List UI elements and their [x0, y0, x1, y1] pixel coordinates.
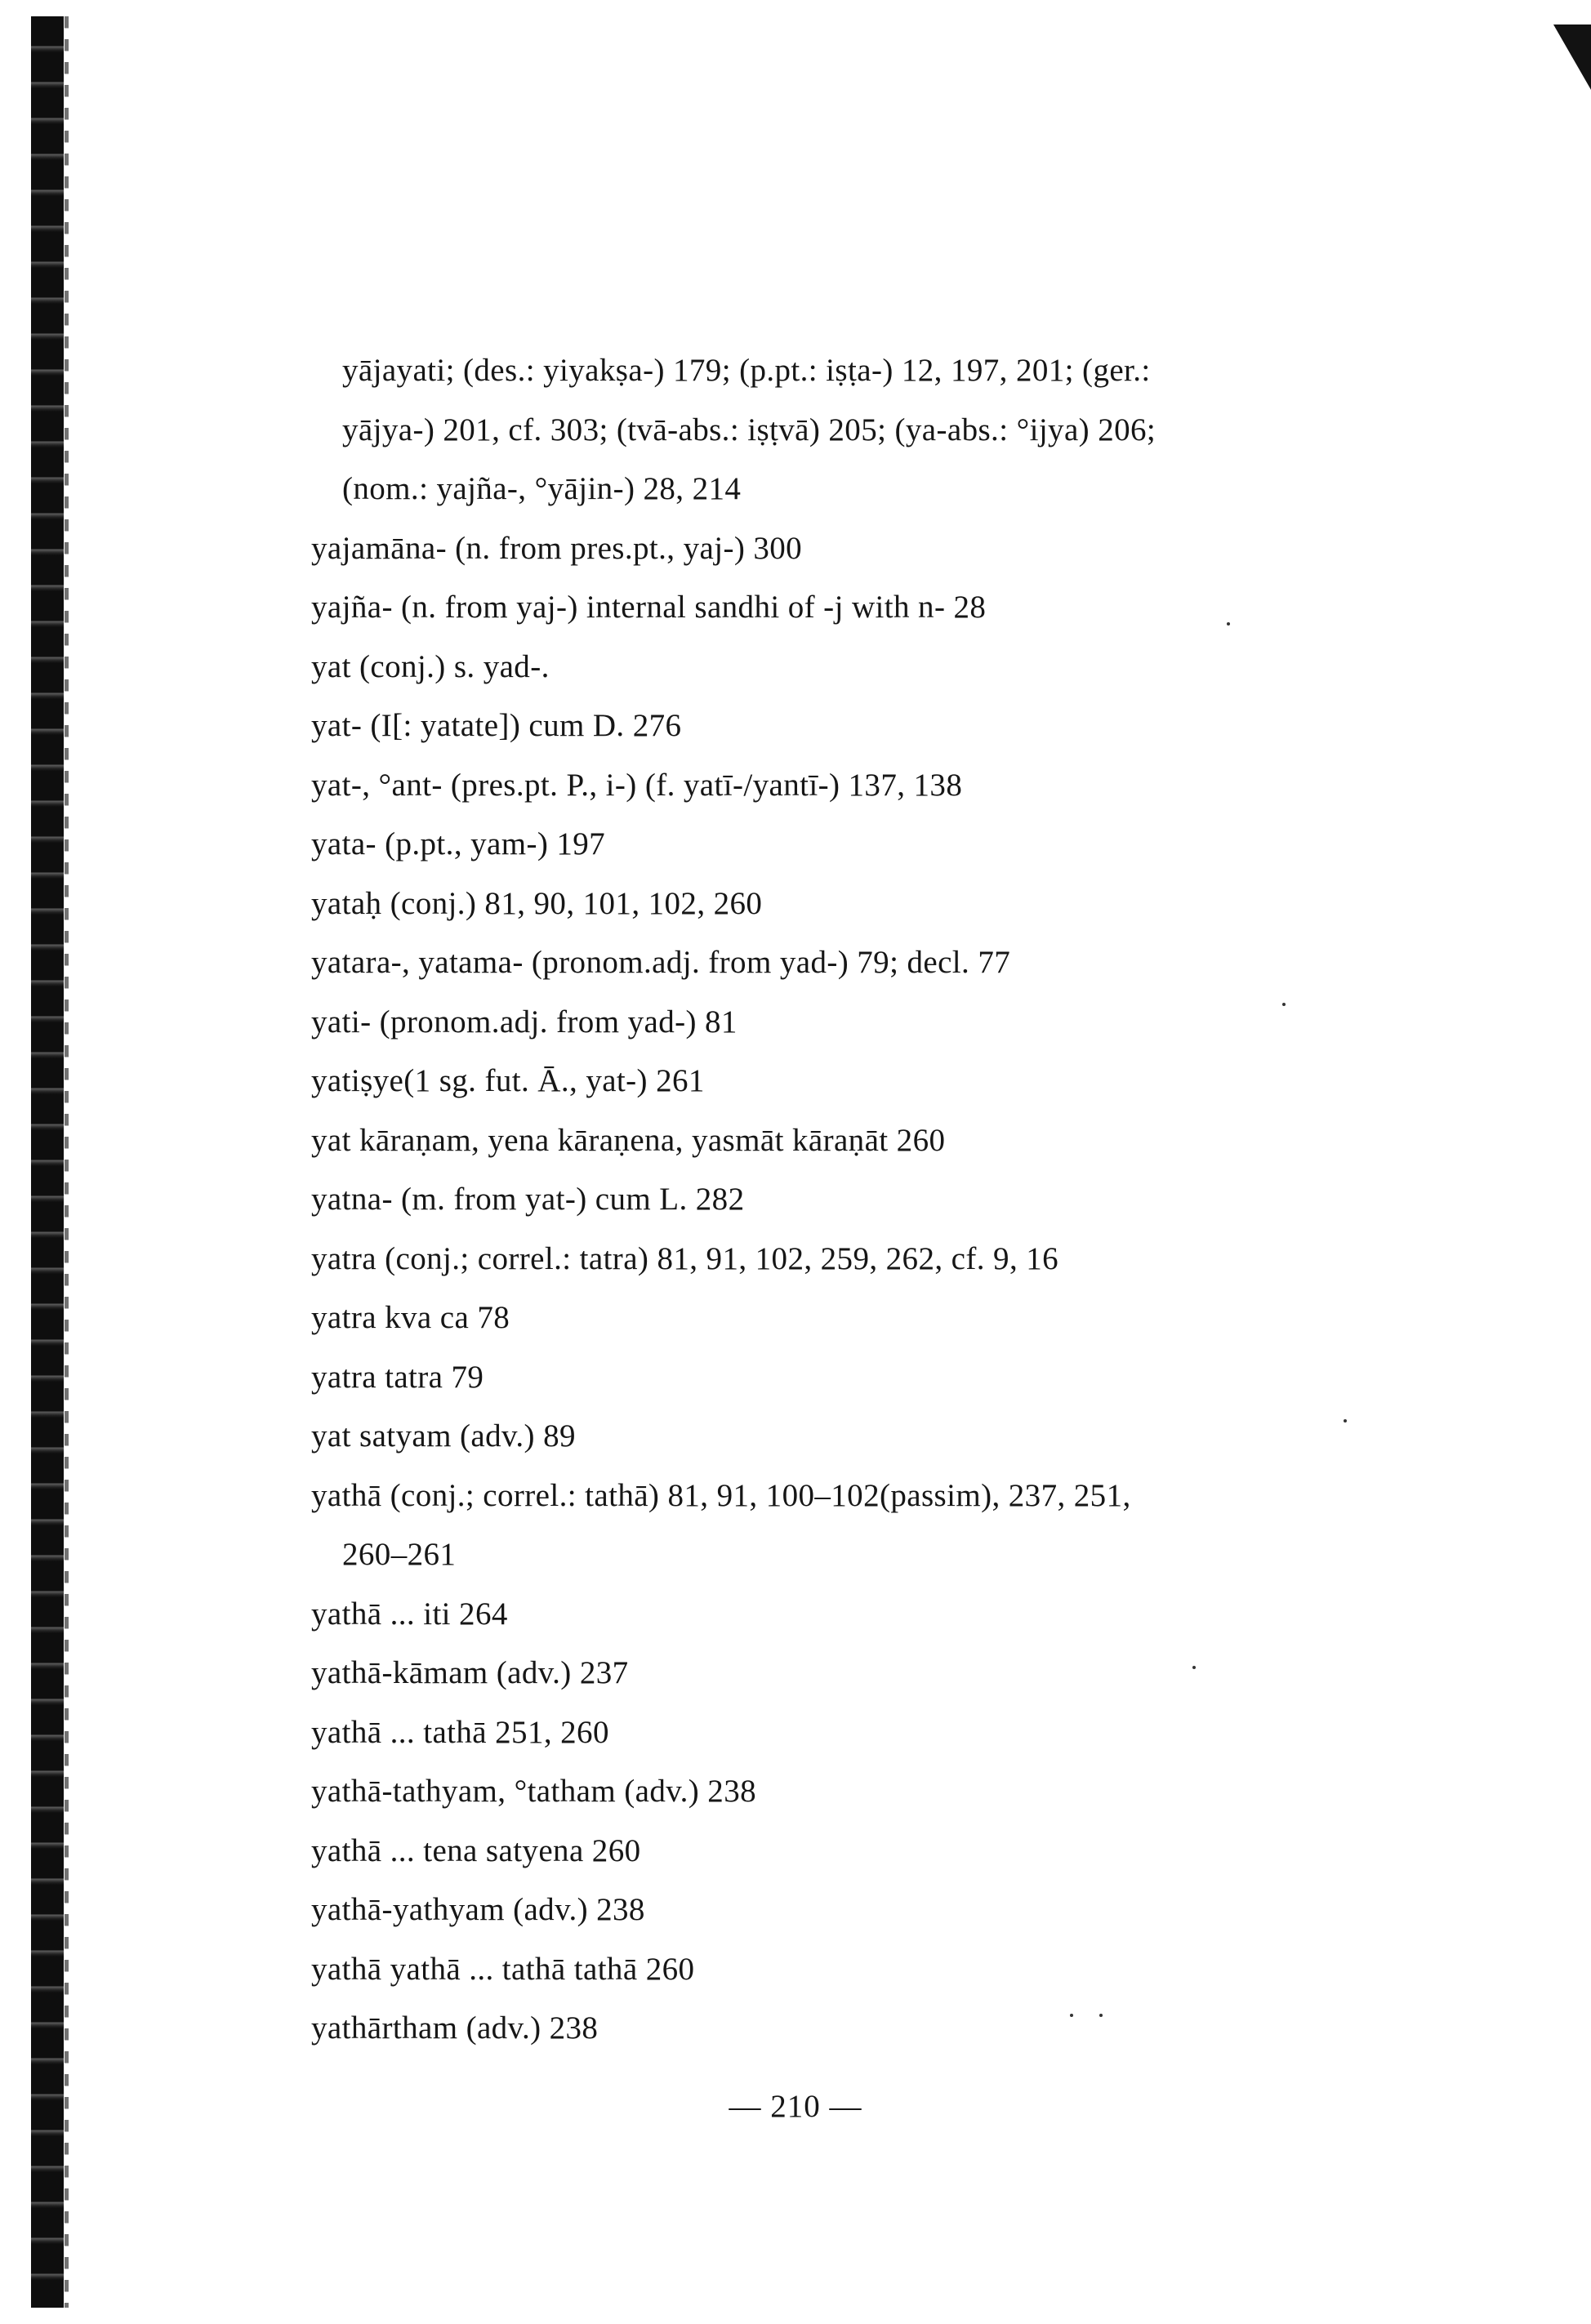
index-entry: yatna- (m. from yat-) cum L. 282 — [311, 1182, 745, 1217]
index-entry: yat- (I[: yatate]) cum D. 276 — [311, 708, 682, 743]
index-entry: yājayati; (des.: yiyakṣa-) 179; (p.pt.: iṣṭa-) 12, 197, 201; (ger.: — [342, 353, 1151, 388]
index-entry: yathā-kāmam (adv.) 237 — [311, 1655, 629, 1690]
index-entry: yathārtham (adv.) 238 — [311, 2010, 599, 2046]
index-entry: yatara-, yatama- (pronom.adj. from yad-) 79; decl. 77 — [311, 945, 1011, 980]
index-entry: yat (conj.) s. yad-. — [311, 648, 550, 684]
index-entry: yajña- (n. from yaj-) internal sandhi of -j with n- 28 — [311, 590, 987, 625]
index-list — [311, 341, 1406, 2059]
index-entry: yathā (conj.; correl.: tathā) 81, 91, 100–102(passim), 237, 251, — [311, 1477, 1131, 1513]
index-entry: yathā-tathyam, °tatham (adv.) 238 — [311, 1774, 756, 1809]
index-entry: yājya-) 201, cf. 303; (tvā-abs.: iṣṭvā) 205; (ya-abs.: °ijya) 206; — [342, 412, 1156, 447]
index-entry: yat kāraṇam, yena kāraṇena, yasmāt kāraṇāt 260 — [311, 1122, 946, 1158]
index-entry: yajamāna- (n. from pres.pt., yaj-) 300 — [311, 530, 803, 566]
index-entry: yat satyam (adv.) 89 — [311, 1418, 576, 1454]
index-entry: yatra (conj.; correl.: tatra) 81, 91, 102, 259, 262, cf. 9, 16 — [311, 1240, 1059, 1276]
corner-mark — [1553, 24, 1591, 90]
index-entry: yata- (p.pt., yam-) 197 — [311, 826, 606, 861]
index-entry: yat-, °ant- (pres.pt. P., i-) (f. yatī-/yantī-) 137, 138 — [311, 767, 963, 803]
index-entry: 260–261 — [342, 1537, 457, 1572]
index-entry: yathā yathā ... tathā tathā 260 — [311, 1951, 695, 1987]
index-entry: yathā ... tathā 251, 260 — [311, 1714, 609, 1750]
index-entry: yati- (pronom.adj. from yad-) 81 — [311, 1004, 738, 1040]
page-number: — 210 — — [729, 2089, 862, 2124]
index-entry: (nom.: yajña-, °yājin-) 28, 214 — [342, 471, 742, 506]
index-entry: yatra kva ca 78 — [311, 1300, 510, 1335]
index-entry: yathā ... tena satyena 260 — [311, 1832, 641, 1868]
binding-edge — [31, 16, 64, 2308]
index-entry: yathā ... iti 264 — [311, 1596, 508, 1632]
index-entry: yataḥ (conj.) 81, 90, 101, 102, 260 — [311, 885, 763, 921]
index-entry: yathā-yathyam (adv.) 238 — [311, 1892, 645, 1927]
index-entry: yatiṣye(1 sg. fut. Ā., yat-) 261 — [311, 1063, 705, 1098]
index-entry: yatra tatra 79 — [311, 1359, 484, 1395]
